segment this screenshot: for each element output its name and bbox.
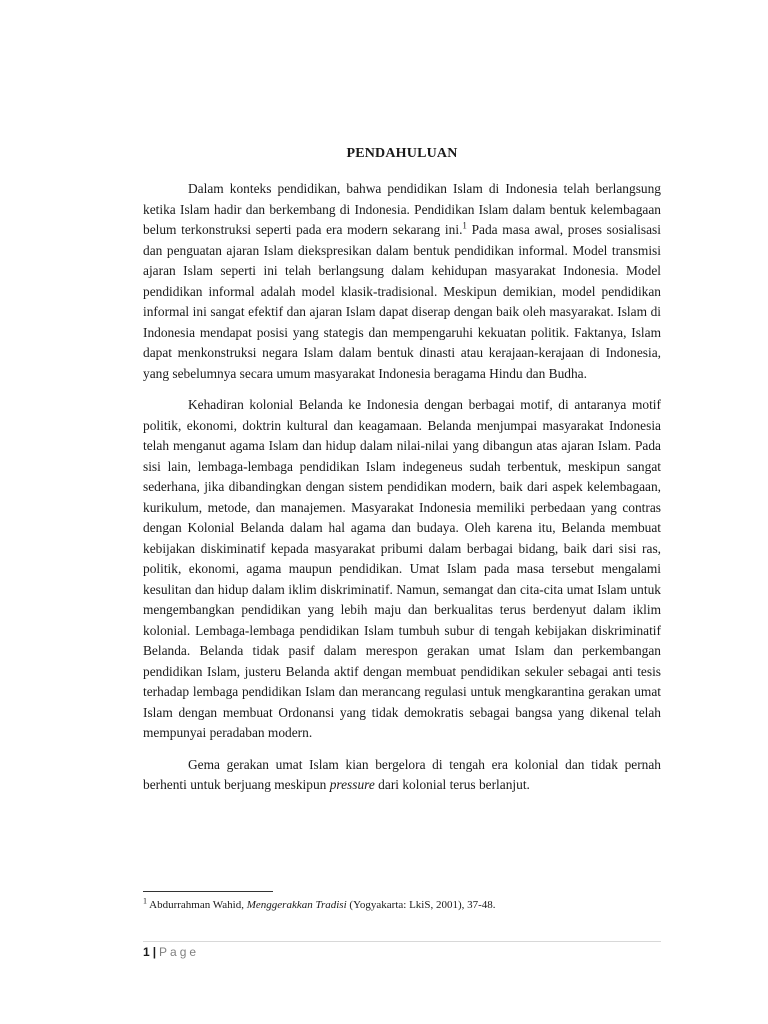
footnote-author: Abdurrahman Wahid, (147, 899, 247, 911)
page-title: PENDAHULUAN (346, 146, 458, 161)
footnote-book-title: Menggerakkan Tradisi (246, 899, 347, 911)
page-label: Page (159, 945, 200, 959)
footnote-reference[interactable]: 1 (462, 220, 467, 231)
paragraph-2: Kehadiran kolonial Belanda ke Indonesia dengan berbagai motif, di antaranya motif politik, ekonomi, doktrin kultural dan keagamaan. Belanda menjumpai masyarakat Indonesia telah menganut agama Islam dan hidup dalam nilai-nilai yang dibangun atas ajaran Islam. Pada sisi lain, lembaga-lembaga pendidikan Islam indegeneus sudah terbentuk, meskipun sangat sederhana, jika dibandingkan dengan sistem pendidikan modern, baik dari aspek kelembagaan, kurikulum, metode, dan manajemen. Masyarakat Indonesia memiliki perbedaan yang contras dengan Kolonial Belanda dalam hal agama dan budaya. Oleh karena itu, Belanda membuat kebijakan diskiminatif kepada masyarakat pribumi dalam berbagai bidang, baik dari sisi ras, politik, ekonomi, agama maupun pendidikan. Umat Islam pada masa tersebut mengalami kesulitan dan hidup dalam iklim diskriminatif. Namun, semangat dan cita-cita umat Islam untuk mengembangkan pendidikan yang lebih maju dan berkualitas terus berdenyut dalam iklim kolonial. Lembaga-lembaga pendidikan Islam tumbuh subur di tengah kebijakan diskriminatif Belanda. Belanda tidak pasif dalam merespon gerakan umat Islam dan perkembangan pendidikan Islam, justeru Belanda aktif dengan membuat pendidikan sekuler sebagai anti tesis terhadap lembaga pendidikan Islam dan merancang regulasi untuk mengkarantina gerakan umat Islam dengan membuat Ordonansi yang tidak demokratis sebagai bangsa yang dikenal telah mempunyai peradaban modern. (143, 397, 661, 740)
paragraph-3-emphasis: pressure (329, 777, 375, 792)
footnote-publication: (Yogyakarta: LkiS, 2001), 37-48. (346, 899, 496, 911)
footnote-separator (143, 891, 273, 892)
paragraph-1 (143, 179, 661, 384)
paragraph-3-text-b: dari kolonial terus berlanjut. (374, 777, 530, 792)
footer-separator: | (152, 945, 157, 959)
paragraph-1-text-a: Dalam konteks pendidikan, bahwa pendidikan Islam di Indonesia telah berlangsung ketika Islam hadir dan berkembang di Indonesia. Pendidikan Islam dalam bentuk kelembagaan belum terkonstruksi seperti pada era modern sekarang ini. (143, 181, 661, 237)
footnote-marker: 1 (143, 896, 147, 906)
footer-divider (143, 941, 661, 942)
page-number: 1 (143, 945, 150, 959)
footnote (143, 898, 663, 912)
body-text (143, 179, 661, 807)
paragraph-3 (143, 755, 661, 796)
paragraph-1-text-b: Pada masa awal, proses sosialisasi dan penguatan ajaran Islam diekspresikan dalam bentuk pendidikan informal. Model transmisi ajaran Islam seperti ini telah berlangsung dalam kehidupan masyarakat Indonesia. Model pendidikan informal adalah model klasik-tradisional. Meskipun demikian, model pendidikan informal ini sangat efektif dan ajaran Islam dapat diserap dengan baik oleh masyarakat. Islam di Indonesia mendapat posisi yang stategis dan mempengaruhi kekuatan politik. Faktanya, Islam dapat menkonstruksi negara Islam dalam bentuk dinasti atau kerajaan-kerajaan di Indonesia, yang sebelumnya secara umum masyarakat Indonesia beragama Hindu dan Budha. (143, 222, 661, 381)
paragraph-3-text-a: Gema gerakan umat Islam kian bergelora di tengah era kolonial dan tidak pernah berhenti untuk berjuang meskipun (143, 756, 661, 792)
page-footer (143, 944, 199, 960)
